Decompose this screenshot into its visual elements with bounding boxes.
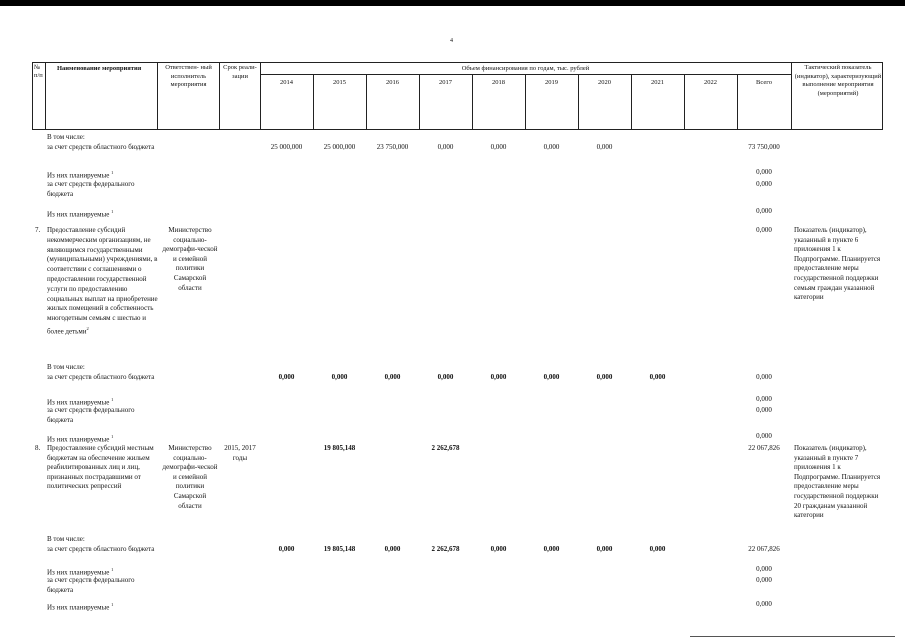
item8-regional-2020: 0,000 bbox=[596, 545, 613, 553]
year-2020: 2020 bbox=[598, 79, 611, 86]
item8-total: 22 067,826 bbox=[748, 444, 780, 452]
item8-regional-total: 22 067,826 bbox=[748, 545, 780, 553]
year-2018: 2018 bbox=[492, 79, 505, 86]
sec1-regional-2020: 0,000 bbox=[596, 143, 613, 151]
item8-federal-label: за счет средств федерального бюджета bbox=[47, 576, 135, 594]
regional-label: за счет средств областного бюджета bbox=[47, 143, 155, 151]
item7-federal-total: 0,000 bbox=[756, 406, 772, 414]
item8-planned-label: Из них планируемые $^1$ bbox=[47, 567, 114, 577]
item7-federal-label: за счет средств федерального бюджета bbox=[47, 406, 135, 424]
scan-top-border bbox=[0, 0, 905, 6]
item7-planned-label: Из них планируемые $^1$ bbox=[47, 397, 114, 407]
item7-regional-2016: 0,000 bbox=[384, 373, 401, 381]
item7-name: Предоставление субсидий некоммерческим организациям, не являющимся государственными (муниципальными) учреждениями, в соответствии с соглашениями о предоставлении государственной услуги по предоставлению социальных выплат на приобретение жилых помещений в собственность многодетным семьям с шестью и более детьми$^2$ bbox=[47, 226, 158, 336]
year-2019: 2019 bbox=[545, 79, 558, 86]
item7-incl: В том числе: bbox=[47, 363, 85, 371]
item8-regional-2014: 0,000 bbox=[278, 545, 295, 553]
item8-regional-2016: 0,000 bbox=[384, 545, 401, 553]
item8-regional-2021: 0,000 bbox=[649, 545, 666, 553]
year-2022: 2022 bbox=[704, 79, 717, 86]
item7-regional-2021: 0,000 bbox=[649, 373, 666, 381]
item8-planned2-total: 0,000 bbox=[756, 600, 772, 608]
item8-regional-2018: 0,000 bbox=[490, 545, 507, 553]
sec1-regional-2019: 0,000 bbox=[543, 143, 560, 151]
item8-federal-total: 0,000 bbox=[756, 576, 772, 584]
year-2021: 2021 bbox=[651, 79, 664, 86]
planned-label: Из них планируемые $^1$ bbox=[47, 170, 114, 180]
item8-term: 2015, 2017 годы bbox=[224, 444, 256, 462]
item7-planned2-total: 0,000 bbox=[756, 432, 772, 440]
item7-regional-2018: 0,000 bbox=[490, 373, 507, 381]
item7-total: 0,000 bbox=[756, 226, 772, 234]
item8-indicator: Показатель (индикатор), указанный в пункте 7 приложения 1 к Подпрограмме. Планируется предоставление меры государственной поддержки 20 гражданам указанной категории bbox=[794, 444, 881, 520]
item7-regional-total: 0,000 bbox=[756, 373, 772, 381]
item8-regional-2015: 19 805,148 bbox=[323, 545, 356, 553]
item7-indicator: Показатель (индикатор), указанный в пункте 6 приложения 1 к Подпрограмме. Планируется предоставление меры государственной поддержки семьям граждан указанной категории bbox=[794, 226, 881, 302]
item7-regional-2019: 0,000 bbox=[543, 373, 560, 381]
header-num: № п/п bbox=[34, 64, 43, 79]
header-name: Наименование мероприятия bbox=[57, 65, 142, 72]
year-2016: 2016 bbox=[386, 79, 399, 86]
item7-planned2-label: Из них планируемые $^1$ bbox=[47, 434, 114, 444]
item7-regional-2014: 0,000 bbox=[278, 373, 295, 381]
sec1-regional-2017: 0,000 bbox=[437, 143, 454, 151]
item7-regional-2015: 0,000 bbox=[331, 373, 348, 381]
year-total: Всего bbox=[756, 79, 772, 86]
year-2017: 2017 bbox=[439, 79, 452, 86]
sec1-regional-2016: 23 750,000 bbox=[376, 143, 409, 151]
header-term: Срок реали- зации bbox=[223, 64, 257, 80]
sec1-planned2-total: 0,000 bbox=[756, 207, 772, 215]
year-2014: 2014 bbox=[280, 79, 293, 86]
scan-bottom-edge bbox=[690, 636, 895, 637]
item8-regional-2019: 0,000 bbox=[543, 545, 560, 553]
sec1-regional-2018: 0,000 bbox=[490, 143, 507, 151]
header-indicator: Тактический показатель (индикатор), характеризующий выполнение мероприятия (мероприятий) bbox=[794, 64, 882, 97]
incl-label: В том числе: bbox=[47, 133, 85, 141]
item7-planned-total: 0,000 bbox=[756, 395, 772, 403]
planned2-label: Из них планируемые $^1$ bbox=[47, 209, 114, 219]
sec1-regional-2015: 25 000,000 bbox=[323, 143, 356, 151]
page-number: 4 bbox=[450, 38, 453, 44]
header-executor: Ответствен- ный исполнитель мероприятия bbox=[165, 64, 212, 89]
item8-executor: Министерство социально-демографи-ческой и семейной политики Самарской области bbox=[162, 444, 218, 510]
header-financing: Объем финансирования по годам, тыс. рублей bbox=[461, 65, 590, 72]
item7-regional-2017: 0,000 bbox=[437, 373, 454, 381]
sec1-planned-total: 0,000 bbox=[756, 168, 772, 176]
item7-executor: Министерство социально-демографи-ческой и семейной политики Самарской области bbox=[162, 226, 218, 292]
item7-regional-2020: 0,000 bbox=[596, 373, 613, 381]
sec1-regional-2014: 25 000,000 bbox=[270, 143, 303, 151]
item8-regional-2017: 2 262,678 bbox=[431, 545, 460, 553]
item8-planned-total: 0,000 bbox=[756, 565, 772, 573]
sec1-regional-total: 73 750,000 bbox=[748, 143, 780, 151]
federal-label: за счет средств федерального бюджета bbox=[47, 180, 135, 198]
item8-name: Предоставление субсидий местным бюджетам на обеспечение жильем реабилитированных лиц и лиц, признанных пострадавшими от политических репрессий bbox=[47, 444, 154, 491]
year-2015: 2015 bbox=[333, 79, 346, 86]
item8-2015: 19 805,148 bbox=[323, 444, 356, 452]
sec1-federal-total: 0,000 bbox=[756, 180, 772, 188]
item7-regional-label: за счет средств областного бюджета bbox=[47, 373, 155, 381]
item8-planned2-label: Из них планируемые $^1$ bbox=[47, 602, 114, 612]
item8-incl: В том числе: bbox=[47, 535, 85, 543]
item8-num: 8. bbox=[35, 444, 41, 452]
item7-num: 7. bbox=[35, 226, 41, 234]
item8-regional-label: за счет средств областного бюджета bbox=[47, 545, 155, 553]
item8-2017: 2 262,678 bbox=[431, 444, 460, 452]
